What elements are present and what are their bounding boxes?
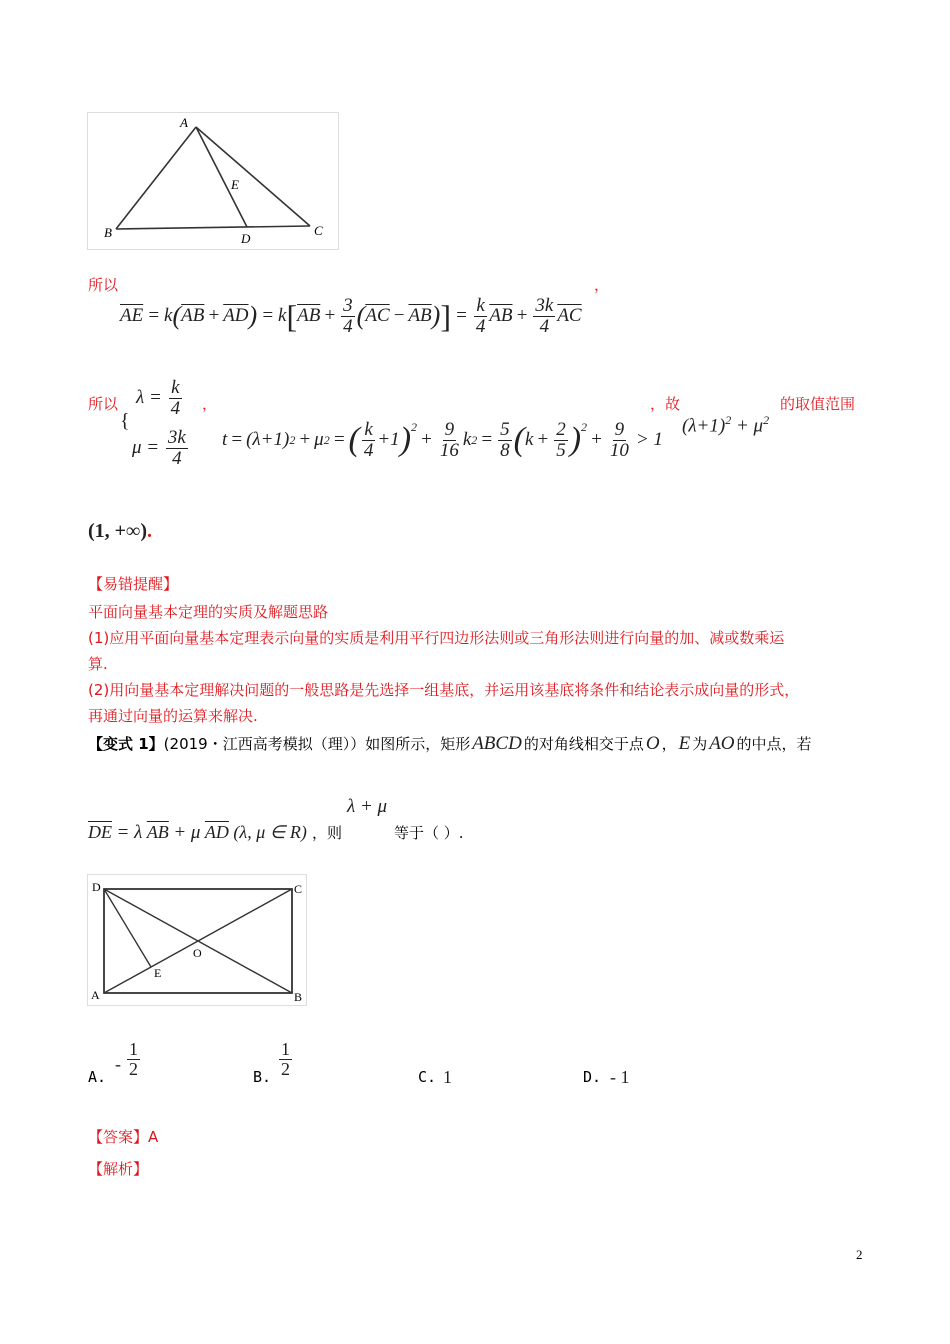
- equation-ae: $\overline{AE}$ = k ( $\overline{AB}$ + $\overline{AD}$ ) = k [ $\overline{AB}$ + $\frac{3}{4}$ ( $\overline{AC}$ − $\overline{AB}$ ) ] = $\frac{k}{4}$ $\overline{AB}$ + $\frac{3k}{4}$ $\overline{AC}$: [120, 295, 582, 337]
- option-a-sign: -: [115, 1054, 121, 1074]
- variant-ze: ，则: [312, 824, 343, 842]
- line1-prefix: 所以: [88, 276, 119, 294]
- tips-p1a: (1)应用平面向量基本定理表示向量的实质是利用平行四边形法则或三角形法则进行向量的加、减或数乘运: [88, 629, 785, 647]
- system-lambda: λ = $\frac{k}{4}$: [136, 377, 181, 419]
- lambda-plus-mu: λ + μ: [347, 796, 388, 817]
- variant-equation: $\overline{DE} = \lambda$ $\overline{AB} + \mu$ $\overline{AD}$ (λ, μ ∈ R): [88, 822, 307, 843]
- tips-heading: 【易错提醒】: [88, 575, 179, 593]
- option-b-value: $\frac{1}{2}$: [281, 1039, 290, 1079]
- variant-question: 【变式 1】 (2019・江西高考模拟（理））如图所示，矩形 ABCD 的对角线相交于点 O ， E 为 AO 的中点，若: [88, 733, 812, 754]
- line1-comma: ，: [594, 276, 610, 294]
- option-c-label[interactable]: C.: [418, 1068, 437, 1086]
- variant-dengyu: 等于（ ）.: [394, 824, 464, 842]
- answer-range: (1, +∞).: [88, 520, 152, 542]
- line2-gu: ，故: [650, 395, 681, 413]
- tips-p2b: 再通过向量的运算来解决.: [88, 707, 258, 725]
- rect-label-a: A: [91, 988, 100, 1002]
- rect-label-b: B: [294, 990, 303, 1004]
- equation-t: t = (λ+1) 2 + μ 2 = ( $\frac{k}{4}$ +1 ) $^2$ + $\frac{9}{16}$ k 2 = $\frac{5}{8}$ ( k + $\frac{2}{5}$ ) $^2$ + $\frac{9}{10}$ > 1: [222, 419, 663, 461]
- option-a-value: $\frac{1}{2}$: [129, 1039, 138, 1079]
- option-d-label[interactable]: D.: [583, 1068, 602, 1086]
- tips-title: 平面向量基本定理的实质及解题思路: [88, 603, 329, 621]
- option-c-value: 1: [443, 1067, 452, 1087]
- page-number: 2: [856, 1247, 863, 1262]
- tips-p2a: (2)用向量基本定理解决问题的一般思路是先选择一组基底，并运用该基底将条件和结论表示成向量的形式，: [88, 681, 800, 699]
- label-e: E: [231, 177, 239, 192]
- label-a: A: [180, 115, 188, 130]
- tips-p1b: 算.: [88, 655, 108, 673]
- label-c: C: [314, 223, 323, 238]
- rect-label-o: O: [193, 946, 202, 960]
- option-b-label[interactable]: B.: [253, 1068, 272, 1086]
- answer-line: 【答案】A: [88, 1128, 159, 1146]
- system-brace: {: [120, 410, 130, 432]
- line2-comma: ，: [202, 395, 218, 413]
- rect-label-e: E: [154, 966, 162, 980]
- option-d-value: - 1: [610, 1067, 630, 1087]
- rectangle-figure: [87, 874, 307, 1006]
- system-mu: μ = $\frac{3k}{4}$: [132, 427, 186, 469]
- range-expression: $(\lambda+1)^2 + \mu^2$: [682, 413, 770, 437]
- line2-prefix: 所以: [88, 395, 119, 413]
- analysis-heading: 【解析】: [88, 1160, 149, 1178]
- triangle-figure: [87, 112, 339, 250]
- label-b: B: [104, 225, 112, 240]
- rect-label-c: C: [294, 882, 303, 896]
- triangle-diagram: [88, 113, 338, 249]
- rectangle-diagram: [88, 875, 306, 1005]
- rect-label-d: D: [92, 880, 101, 894]
- option-a-label[interactable]: A.: [88, 1068, 107, 1086]
- line2-range-text: 的取值范围: [780, 395, 856, 413]
- label-d: D: [241, 231, 251, 246]
